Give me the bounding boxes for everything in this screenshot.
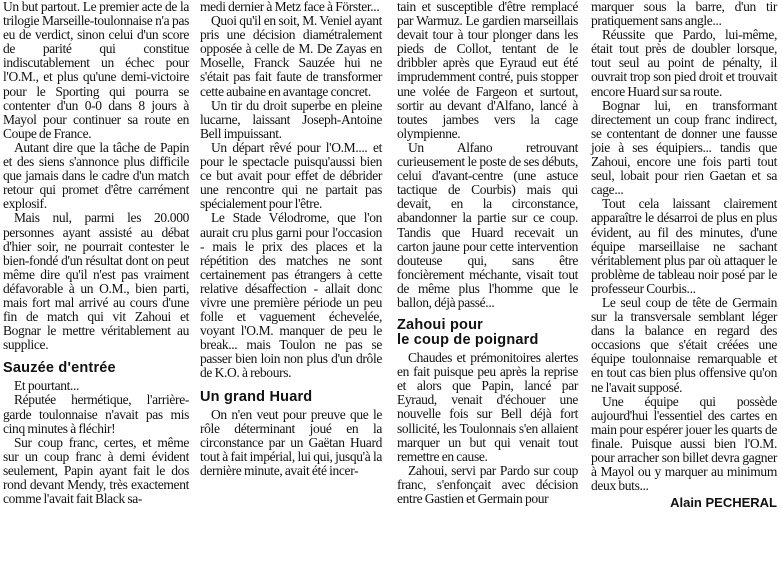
subheading-line: le coup de poignard [397,332,539,349]
paragraph: medi dernier à Metz face à Förster... [200,0,380,14]
paragraph: On n'en veut pour preuve que le rôle déterminant joué en la circonstance par un Gaëtan Huard tout à fait impérial, lui qui, jusqu'à la dernière minute, avait été incer- [200,406,382,478]
paragraph: Et pourtant... [14,378,80,394]
column-1 [3,0,189,506]
paragraph: Un but partout. Le premier acte de la trilogie Marseille-toulonnaise n'a pas eu de verdict, sinon celui d'un score de parité qui constitue indiscutablement un échec pour l'O.M., et plus qu'une demi-victoire pour le Sporting qui pourra se contenter d'un 0-0 dans 8 jours à Mayol pour continuer sa route en Coupe de France. [3,0,189,141]
subheading-sauzee: Sauzée d'entrée [3,360,116,377]
paragraph: Autant dire que la tâche de Papin et des siens s'annonce plus difficile que jamais dans le cadre d'un match retour qui promet d'être carrément explosif. [3,139,189,212]
paragraph: marquer sous la barre, d'un tir pratiquement sans angle... [591,0,777,29]
paragraph: Réputée hermétique, l'arrière-garde toulonnaise n'avait pas mis cinq minutes à fléchir! [3,392,189,436]
column-2 [200,0,382,478]
subheading-grand-huard: Un grand Huard [200,388,313,405]
author-signature: Alain PECHERAL [670,495,777,511]
subheading-zahoui [397,318,578,348]
subheading-line: Zahoui pour [397,317,483,334]
paragraph: Un départ rêvé pour l'O.M.... et pour le spectacle puisqu'aussi bien ce but avait pour effet de débrider une rencontre qui ne partait pas spécialement pour l'être. [200,139,382,212]
column-4 [591,0,777,510]
paragraph: tain et susceptible d'être remplacé par Warmuz. Le gardien marseillais devait tour à tour plonger dans les pieds de Collot, tentant de le dribbler après que Eyraud eut été imprudemment contré, puis stopper une volée de Fargeon et surtout, sortir au devant d'Alfano, lancé à toutes jambes vers la cage olympienne. [397,0,578,141]
paragraph: Le seul coup de tête de Germain sur la transversale semblant léger dans la balance en regard des occasions que s'était créées une équipe toulonnaise remarquable et en tout cas bien plus offensive qu'on ne l'avait supposé. [591,294,777,395]
paragraph: Un Alfano retrouvant curieusement le poste de ses débuts, celui d'avant-centre (une astuce tactique de Courbis) mais qui devait, en la circonstance, abandonner la partie sur ce coup. Tandis que Huard recevait un carton jaune pour cette intervention douteuse qui, sans être foncièrement méchante, visait tout de même plus l'homme que le ballon, déjà passé... [397,139,578,310]
paragraph: Réussite que Pardo, lui-même, était tout près de doubler lorsque, tout seul au point de pénalty, il ouvrait trop son pied droit et trouvait encore Huard sur sa route. [591,27,777,99]
paragraph: Quoi qu'il en soit, M. Veniel ayant pris une décision diamétralement opposée à celle de M. De Zayas en Moselle, Franck Sauzée hui ne s'était pas fait faute de transformer cette aubaine en avantage concret. [200,13,382,99]
paragraph: Tout cela laissant clairement apparaître le désarroi de plus en plus évident, au fil des minutes, d'une équipe marseillaise ne sachant véritablement plus par où attaquer le problème de tableau noir posé par le professeur Courbis... [591,196,777,296]
paragraph: Bognar lui, en transformant directement un coup franc indirect, se contentant de donner une fausse joie à ses équipiers... tandis que Zahoui, encore une fois parti tout seul, lobait pour rien Gaetan et sa cage... [591,97,777,198]
paragraph: Sur coup franc, certes, et même sur un coup franc à demi évident seulement, Papin ayant fait le dos rond devant Mendy, très exactement comme l'avait fait Black sa- [3,434,189,507]
paragraph: Un tir du droit superbe en pleine lucarne, laissant Joseph-Antoine Bell impuissant. [200,97,382,141]
paragraph: Zahoui, servi par Pardo sur coup franc, s'enfonçait avec décision entre Gastien et Germain pour [397,462,578,506]
paragraph: Chaudes et prémonitoires alertes en fait puisque peu après la reprise et alors que Papin, lancé par Eyraud, venait d'échouer une nouvelle fois sur Bell déjà fort sollicité, les Toulonnais s'en allaient marquer un but qui venait tout remettre en cause. [397,350,578,464]
paragraph: Une équipe qui possède aujourd'hui l'essentiel des cartes en main pour espérer jouer les quarts de finale. Puisque aussi bien l'O.M. pour arracher son billet devra gagner à Mayol ou y marquer au minimum deux buts... [591,393,777,494]
column-3 [397,0,578,506]
paragraph: Le Stade Vélodrome, que l'on aurait cru plus garni pour l'occasion - mais le prix des places et la répétition des matches ne sont certainement pas étrangers à cette relative désaffection - allait donc vivre une première période un peu folle et vaguement échevelée, voyant l'O.M. manquer de peu le break... mais Toulon ne pas se passer bien loin non plus d'un drôle de K.O. à rebours. [200,210,382,381]
paragraph: Mais nul, parmi les 20.000 personnes ayant assisté au débat d'hier soir, ne pourrait contester le bien-fondé d'un résultat dont on peut même dire qu'il n'est pas vraiment défavorable à un O.M., bien parti, mais fort mal arrivé au cours d'une fin de match qui vit Zahoui et Bognar le mettre véritablement au supplice. [3,210,189,353]
